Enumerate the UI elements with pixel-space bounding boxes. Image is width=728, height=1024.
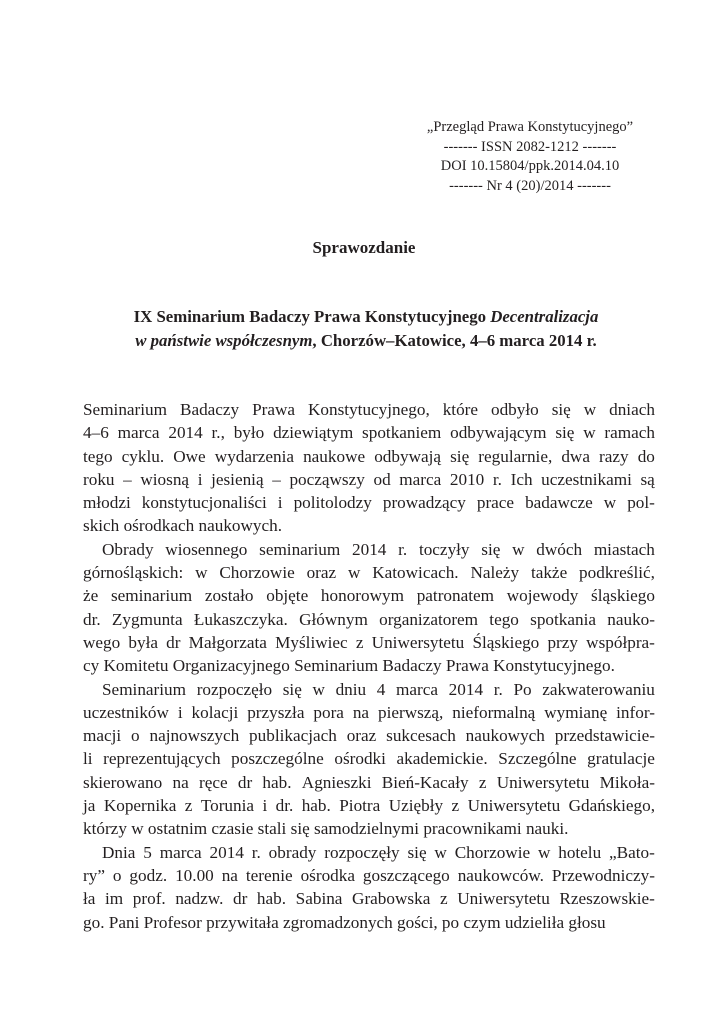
text-line: Seminarium Badaczy Prawa Konstytucyjnego, które odbyło się w dniach [83, 400, 655, 419]
title-bold-part: IX Seminarium Badaczy Prawa Konstytucyjnego [133, 307, 491, 326]
paragraph [83, 398, 655, 538]
text-line: którzy w ostatnim czasie stali się samodzielnymi pracownikami nauki. [83, 819, 569, 839]
text-line: Obrady wiosennego seminarium 2014 r. toczyły się w dwóch miastach [102, 539, 655, 559]
text-line: skich ośrodkach naukowych. [83, 516, 283, 536]
text-line: dr. Zygmunta Łukaszczyka. Głównym organizatorem tego spotkania nauko- [83, 609, 655, 629]
text-line: że seminarium zostało objęte honorowym patronatem wojewody śląskiego [83, 586, 655, 606]
text-line: li reprezentujących poszczególne ośrodki akademickie. Szczególne gratulacje [83, 749, 655, 769]
paragraph [83, 841, 655, 934]
issue-number: ------- Nr 4 (20)/2014 ------- [449, 177, 611, 194]
section-title: Sprawozdanie [312, 238, 416, 257]
text-line: ry” o godz. 10.00 na terenie ośrodka goszczącego naukowców. Przewodniczy- [83, 865, 655, 885]
report-title [80, 305, 652, 353]
paragraph [83, 678, 655, 841]
journal-header [380, 118, 680, 196]
report-title-line-2 [80, 329, 652, 353]
text-line: ja Kopernika z Torunia i dr. hab. Piotra Uziębły z Uniwersytetu Gdańskiego, [83, 796, 655, 816]
text-line: Seminarium rozpoczęło się w dniu 4 marca 2014 r. Po zakwaterowaniu [102, 679, 655, 699]
article-body [83, 398, 655, 934]
issn: ------- ISSN 2082-1212 ------- [443, 138, 617, 155]
text-line: skierowano na ręce dr hab. Agnieszki Bień-Kacały z Uniwersytetu Mikoła- [83, 772, 655, 792]
text-line: młodzi konstytucjonaliści i politolodzy prowadzący prace badawcze w pol- [83, 493, 655, 513]
text-line: tego cyklu. Owe wydarzenia naukowe odbywają się regularnie, dwa razy do [83, 446, 655, 466]
journal-name: „Przegląd Prawa Konstytucyjnego” [426, 119, 634, 135]
text-line: go. Pani Profesor przywitała zgromadzonych gości, po czym udzieliła głosu [83, 912, 606, 932]
text-line: roku – wiosną i jesienią – począwszy od marca 2010 r. Ich uczestnikami są [83, 469, 655, 489]
doi: DOI 10.15804/ppk.2014.04.10 [440, 158, 620, 174]
title-italic-part: w państwie współczesnym [135, 331, 313, 350]
text-line: Dnia 5 marca 2014 r. obrady rozpoczęły się w Chorzowie w hotelu „Bato- [102, 842, 655, 862]
paragraph [83, 538, 655, 678]
text-line: 4–6 marca 2014 r., było dziewiątym spotkaniem odbywającym się w ramach [83, 423, 655, 443]
text-line: uczestników i kolacji przyszła pora na pierwszą, nieformalną wymianę infor- [83, 702, 655, 722]
title-bold-part: , Chorzów–Katowice, 4–6 marca 2014 r. [312, 331, 597, 350]
title-italic-part: Decentralizacja [490, 307, 599, 326]
text-line: ła im prof. nadzw. dr hab. Sabina Grabowska z Uniwersytetu Rzeszowskie- [83, 889, 655, 909]
text-line: cy Komitetu Organizacyjnego Seminarium Badaczy Prawa Konstytucyjnego. [83, 656, 615, 676]
text-line: górnośląskich: w Chorzowie oraz w Katowicach. Należy także podkreślić, [83, 563, 655, 583]
text-line: wego była dr Małgorzata Myśliwiec z Uniwersytetu Śląskiego przy współpra- [83, 632, 655, 652]
report-title-line-1 [80, 305, 652, 329]
text-line: macji o najnowszych publikacjach oraz sukcesach naukowych przedstawicie- [83, 726, 655, 746]
